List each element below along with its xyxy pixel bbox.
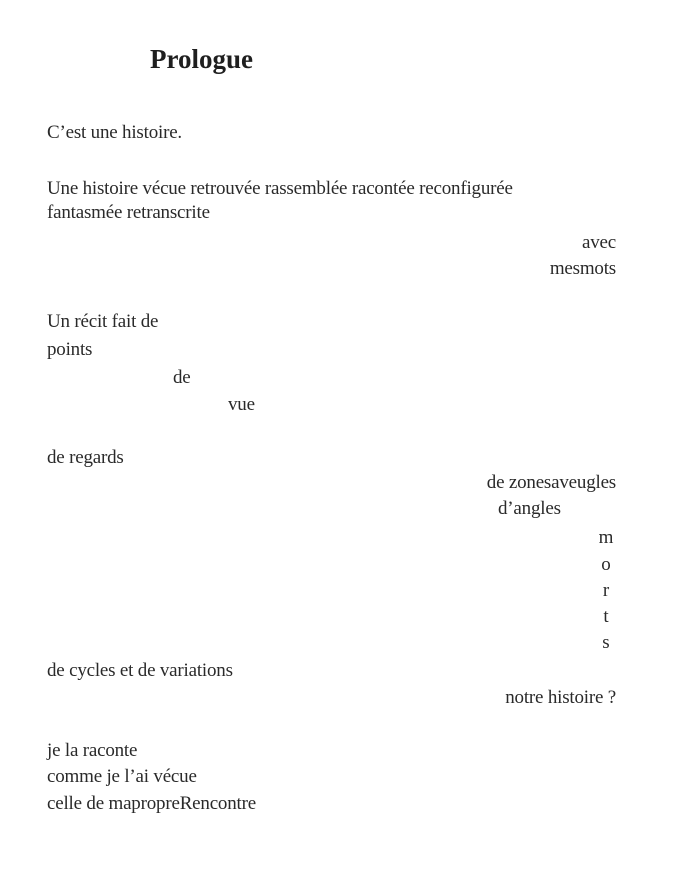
poem-line: notre histoire ?	[505, 687, 616, 708]
poem-line: mesmots	[549, 258, 616, 279]
poem-line: C’est une histoire.	[47, 122, 182, 143]
vertical-letter: o	[601, 554, 611, 575]
vertical-letter: t	[603, 606, 609, 627]
poem-line: comme je l’ai vécue	[47, 766, 197, 787]
vertical-letter: m	[598, 527, 614, 548]
poem-line: je la raconte	[47, 740, 138, 761]
poem-line: de	[173, 367, 191, 388]
poem-line: Un récit fait de	[47, 311, 159, 332]
poem-line: d’angles	[498, 498, 561, 519]
vertical-letter: r	[602, 580, 610, 601]
vertical-letter: s	[602, 632, 610, 653]
page-title: Prologue	[150, 44, 253, 74]
poem-line: fantasmée retranscrite	[47, 202, 210, 223]
poem-line: points	[47, 339, 93, 360]
poem-line: vue	[228, 394, 255, 415]
poem-line: de cycles et de variations	[47, 660, 233, 681]
poem-line: de regards	[47, 447, 124, 468]
poem-line: celle de mapropreRencontre	[47, 793, 256, 814]
poem-line: avec	[582, 232, 616, 253]
poem-line: Une histoire vécue retrouvée rassemblée racontée reconfigurée	[47, 178, 513, 199]
poem-line: de zonesaveugles	[486, 472, 616, 493]
